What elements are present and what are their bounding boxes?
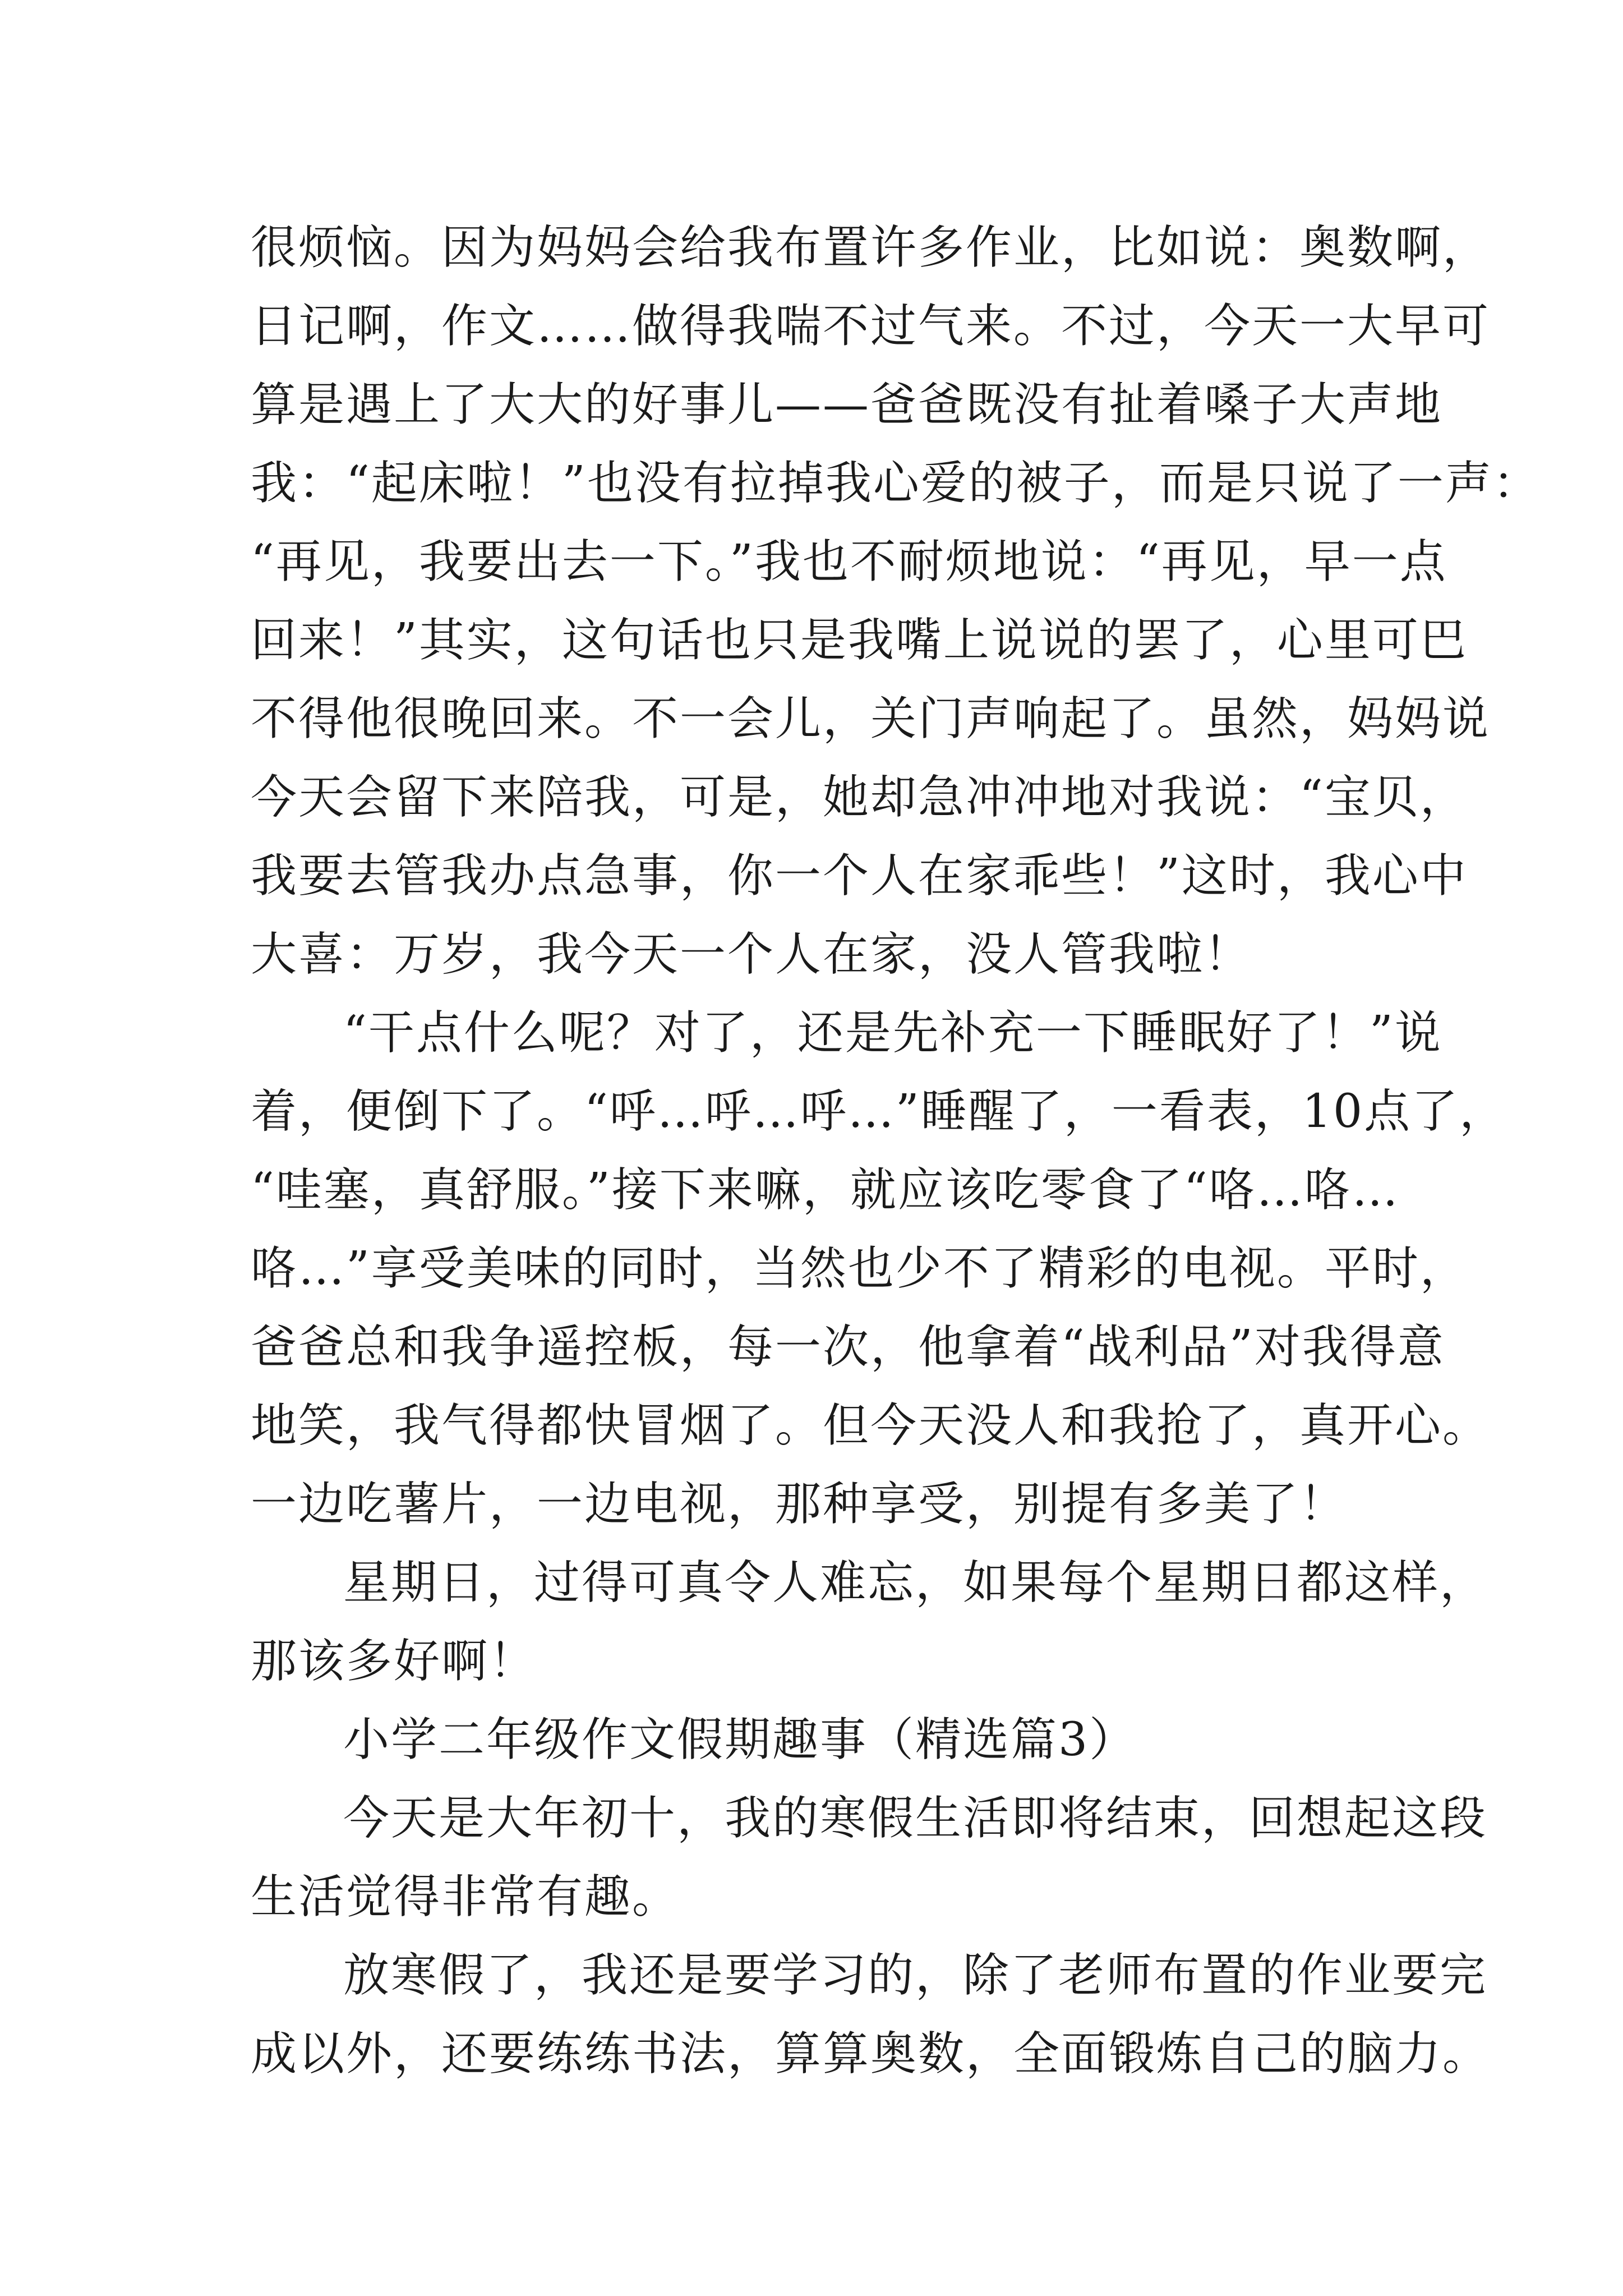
text-line: 爸爸总和我争遥控板，每一次，他拿着“战利品”对我得意 (251, 1320, 1445, 1374)
text-line: 日记啊，作文……做得我喘不过气来。不过，今天一大早可 (251, 300, 1491, 353)
text-line: “哇塞，真舒服。”接下来嘛，就应该吃零食了“咯…咯… (251, 1163, 1400, 1217)
paragraph-first-line: 放寒假了，我还是要学习的，除了老师布置的作业要完 (343, 1949, 1488, 2002)
text-line: 着，便倒下了。“呼…呼…呼…”睡醒了，一看表，10点了， (251, 1085, 1507, 1138)
text-line: 生活觉得非常有趣。 (251, 1870, 680, 1924)
text-line: 回来！”其实，这句话也只是我嘴上说说的罢了，心里可巴 (251, 614, 1468, 667)
text-line: 今天会留下来陪我，可是，她却急冲冲地对我说：“宝贝， (251, 771, 1468, 824)
text-line: 我：“起床啦！”也没有拉掉我心爱的被子，而是只说了一声： (251, 457, 1541, 510)
text-line: 一边吃薯片，一边电视，那种享受，别提有多美了！ (251, 1478, 1348, 1531)
text-line: 不得他很晚回来。不一会儿，关门声响起了。虽然，妈妈说 (251, 692, 1491, 746)
section-heading: 小学二年级作文假期趣事（精选篇3） (343, 1713, 1137, 1766)
text-line: 大喜：万岁，我今天一个人在家，没人管我啦！ (251, 928, 1252, 981)
paragraph-first-line: 今天是大年初十，我的寒假生活即将结束，回想起这段 (343, 1792, 1488, 1845)
text-line: 地笑，我气得都快冒烟了。但今天没人和我抢了，真开心。 (251, 1399, 1491, 1452)
text-line: 算是遇上了大大的好事儿——爸爸既没有扯着嗓子大声地 (251, 378, 1443, 431)
paragraph-first-line: “干点什么呢？对了，还是先补充一下睡眠好了！”说 (343, 1006, 1442, 1060)
paragraph-first-line: 星期日，过得可真令人难忘，如果每个星期日都这样， (343, 1556, 1488, 1609)
text-line: 成以外，还要练练书法，算算奥数，全面锻炼自己的脑力。 (251, 2027, 1491, 2081)
text-line: 很烦恼。因为妈妈会给我布置许多作业，比如说：奥数啊， (251, 221, 1491, 274)
text-line: 我要去管我办点急事，你一个人在家乖些！”这时，我心中 (251, 849, 1468, 903)
text-line: “再见，我要出去一下。”我也不耐烦地说：“再见，早一点 (251, 535, 1447, 588)
text-line: 咯…”享受美味的同时，当然也少不了精彩的电视。平时， (251, 1242, 1468, 1295)
text-line: 那该多好啊！ (251, 1635, 537, 1688)
